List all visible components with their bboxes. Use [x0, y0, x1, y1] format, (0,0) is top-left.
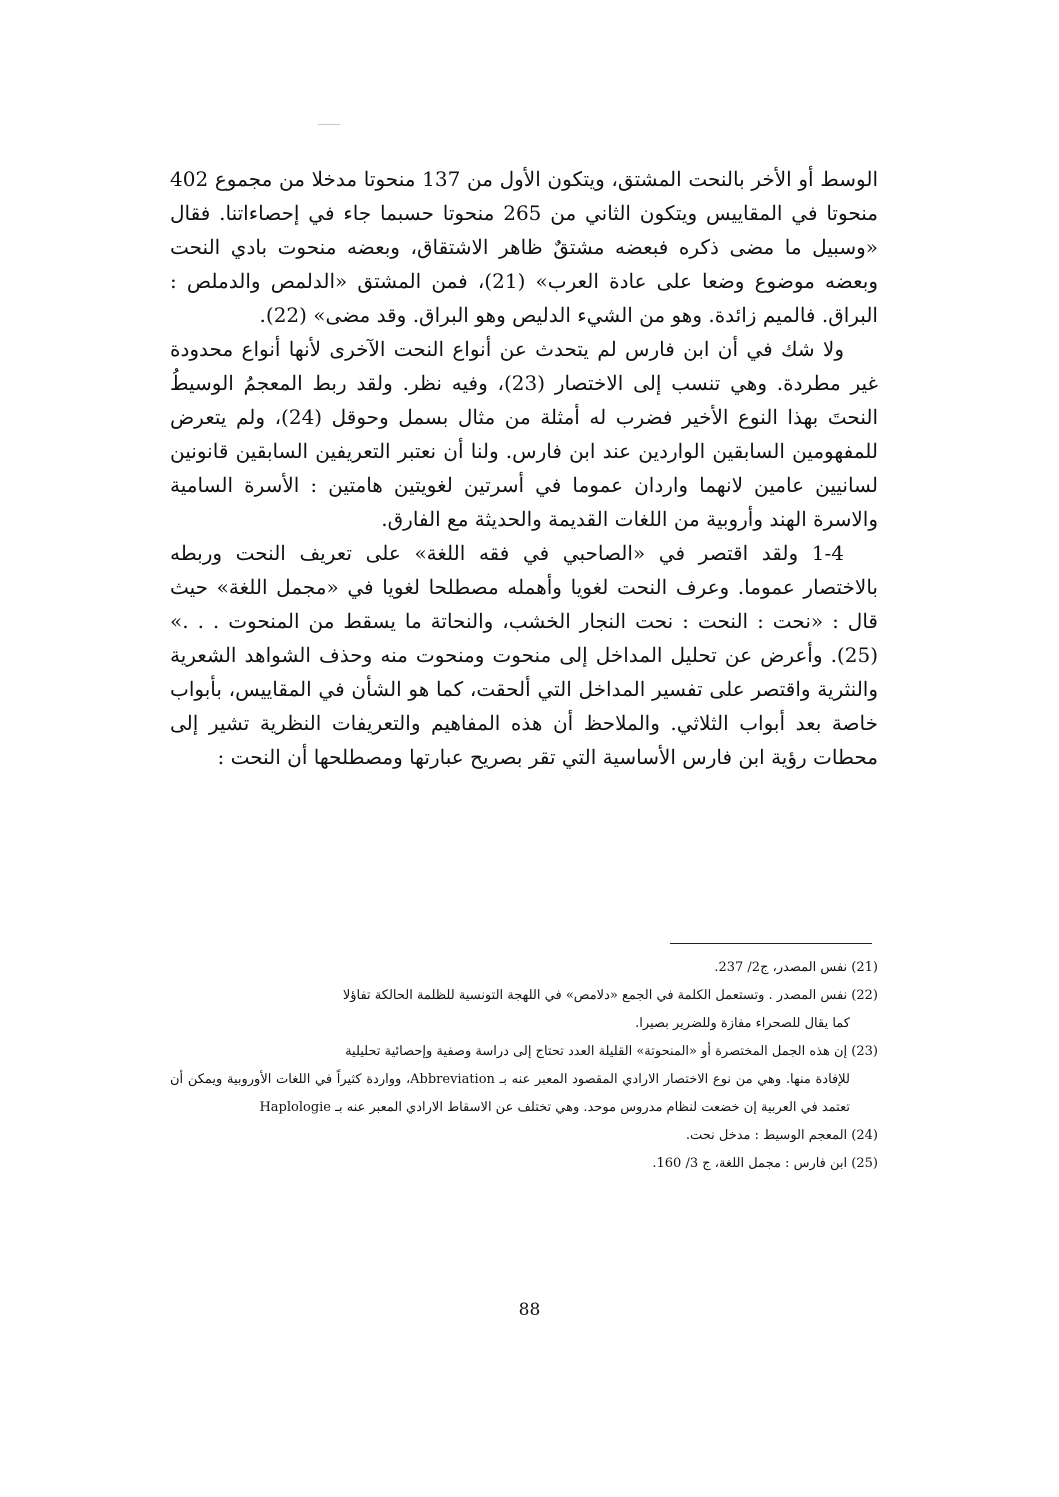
footnote-23: [170, 1038, 878, 1122]
footnote-separator: [670, 943, 872, 944]
footnote-21: [170, 954, 878, 982]
footnote-number: (25): [851, 1156, 878, 1171]
footnote-text: ابن فارس : مجمل اللغة، ج 3/ 160.: [652, 1156, 848, 1171]
footnote-text: المعجم الوسيط : مدخل نحت.: [685, 1128, 848, 1143]
footnote-number: (23): [851, 1044, 878, 1059]
footnote-number: (24): [851, 1128, 878, 1143]
main-text: [170, 162, 878, 774]
footnote-continuation: كما يقال للصحراء مفازة وللضرير بصيرا.: [635, 1016, 850, 1031]
footnote-25: [170, 1150, 878, 1178]
footnote-number: (22): [851, 988, 878, 1003]
footnote-continuation: للإفادة منها. وهي من نوع الاختصار الارادي المقصود المعبر عنه بـ Abbreviation، وواردة كثيراً في اللغات الأوروبية ويمكن أن تعتمد في العربية إن خضعت لنظام مدروس موحد. وهي تختلف عن الاسقاط الارادي المعبر عنه بـ Haplologie: [170, 1072, 850, 1115]
footnotes: [170, 954, 878, 1178]
scan-mark: [318, 124, 340, 125]
page-number: 88: [518, 1300, 541, 1320]
footnote-22: [170, 982, 878, 1038]
footnote-24: [170, 1122, 878, 1150]
paragraph-1: الوسط أو الأخر بالنحت المشتق، ويتكون الأول من 137 منحوتا مدخلا من مجموع 402 منحوتا في المقاييس ويتكون الثاني من 265 منحوتا حسبما جاء في إحصاءاتنا. فقال «وسبيل ما مضى ذكره فبعضه مشتقٌ ظاهر الاشتقاق، وبعضه منحوت بادي النحت وبعضه موضوع وضعا على عادة العرب» (21)، فمن المشتق «الدلمص والدملص : البراق. فالميم زائدة. وهو من الشيء الدليص وهو البراق. وقد مضى» (22).: [170, 167, 878, 327]
paragraph-2: ولا شك في أن ابن فارس لم يتحدث عن أنواع النحت الآخرى لأنها أنواع محدودة غير مطردة. وهي تنسب إلى الاختصار (23)، وفيه نظر. ولقد ربط المعجمُ الوسيطُ النحتَ بهذا النوع الأخير فضرب له أمثلة من مثال بسمل وحوقل (24)، ولم يتعرض للمفهومين السابقين الواردين عند ابن فارس. ولنا أن نعتبر التعريفين السابقين قانونين لسانيين عامين لانهما واردان عموما في أسرتين لغويتين هامتين : الأسرة السامية والاسرة الهند وأروبية من اللغات القديمة والحديثة مع الفارق.: [170, 337, 878, 531]
paragraph-3: 1-4 ولقد اقتصر في «الصاحبي في فقه اللغة» على تعريف النحت وربطه بالاختصار عموما. وعرف النحت لغويا وأهمله مصطلحا لغويا في «مجمل اللغة» حيث قال : «نحت : النحت : نحت النجار الخشب، والنحاتة ما يسقط من المنحوت . . .» (25). وأعرض عن تحليل المداخل إلى منحوت ومنحوت منه وحذف الشواهد الشعرية والنثرية واقتصر على تفسير المداخل التي ألحقت، كما هو الشأن في المقاييس، بأبواب خاصة بعد أبواب الثلاثي. والملاحظ أن هذه المفاهيم والتعريفات النظرية تشير إلى محطات رؤية ابن فارس الأساسية التي تقر بصريح عبارتها ومصطلحها أن النحت :: [170, 541, 878, 769]
footnote-text: إن هذه الجمل المختصرة أو «المنحوتة» القليلة العدد تحتاج إلى دراسة وصفية وإحصائية تحليلية: [345, 1044, 848, 1059]
footnote-text: نفس المصدر . وتستعمل الكلمة في الجمع «دلامص» في اللهجة التونسية للظلمة الحالكة تفاؤلا: [342, 988, 848, 1003]
footnote-text: نفس المصدر، ج2/ 237.: [714, 960, 848, 975]
footnote-number: (21): [851, 960, 878, 975]
